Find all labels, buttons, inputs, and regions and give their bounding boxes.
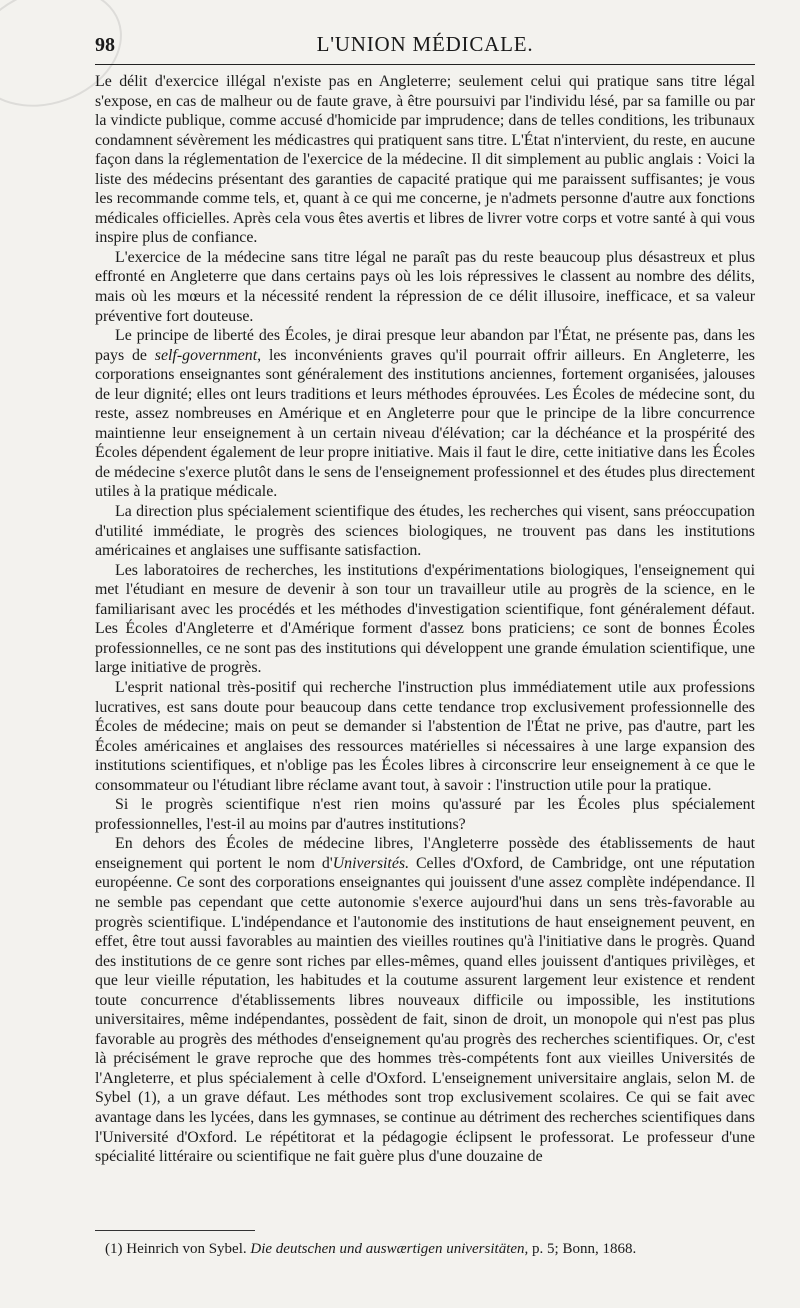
- paragraph: La direction plus spécialement scientifique des études, les recherches qui visent, sans préoccupation d'utilité immédiate, le progrès des sciences biologiques, ne trouvent pas dans les institutions américaines et anglaises une suffisante satisfaction.: [95, 503, 755, 560]
- paragraph: Si le progrès scientifique n'est rien moins qu'assuré par les Écoles plus spécialement professionnelles, l'est-il au moins par d'autres institutions?: [95, 796, 755, 833]
- paragraph-text: , les inconvénients graves qu'il pourrait offrir ailleurs. En Angleterre, les corporations enseignantes sont généralement des institutions anciennes, fortement organisées, jalouses de leur dignité; elles ont leurs traditions et leurs méthodes éprouvées. Les Écoles de médecine sont, du reste, assez nombreuses en Amérique et en Angleterre pour que le principe de la libre concurrence maintienne leur enseignement à un certain niveau d'élévation; car la déchéance et la prospérité des Écoles dépendent également de leur propre initiative. Mais il faut le dire, cette initiative dans les Écoles de médecine s'exerce plutôt dans le sens de l'enseignement professionnel et des études plus directement utiles à la pratique médicale.: [95, 346, 755, 501]
- footnote: [105, 1240, 755, 1259]
- header-rule: [95, 64, 755, 65]
- journal-title: L'UNION MÉDICALE.: [316, 32, 534, 56]
- page-number: 98: [95, 34, 115, 56]
- paragraph: [95, 834, 755, 1166]
- paragraph: L'exercice de la médecine sans titre légal ne paraît pas du reste beaucoup plus désastreux et plus effronté en Angleterre que dans certains pays où les lois répressives le classent au nombre des délits, mais où les mœurs et la nécessité rendent la répression de ce délit illusoire, inefficace, et sa valeur préventive fort douteuse.: [95, 248, 755, 325]
- footnote-rule: [95, 1230, 255, 1231]
- footnote-text: (1) Heinrich von Sybel.: [105, 1241, 251, 1257]
- running-header: [95, 28, 755, 62]
- paragraph-text: Le principe de liberté des Écoles, je dirai presque leur abandon par l'État, ne présente pas, dans les pays de: [95, 327, 755, 364]
- emphasis-text: self-government: [154, 346, 258, 364]
- emphasis-text: Universités.: [332, 854, 410, 872]
- paragraph: Les laboratoires de recherches, les institutions d'expérimentations biologiques, l'enseignement qui met l'étudiant en mesure de devenir à son tour un travailleur utile au progrès de la science, en le familiarisant avec les procédés et les méthodes d'investigation scientifique, font généralement défaut. Les Écoles d'Angleterre et d'Amérique forment d'assez bons praticiens; ce sont de bonnes Écoles professionnelles, ce ne sont pas des institutions qui développent une grande émulation scientifique, une large initiative de progrès.: [95, 561, 755, 677]
- footnote-title: Die deutschen und auswærtigen universitäten,: [250, 1241, 529, 1257]
- paragraph: L'esprit national très-positif qui recherche l'instruction plus immédiatement utile aux professions lucratives, est sans doute pour beaucoup dans cette tendance trop exclusivement professionnelle des Écoles de médecine; mais on peut se demander si l'abstention de l'État ne prive, pas d'autre, part les Écoles américaines et anglaises des ressources matérielles si nécessaires à une large expansion des institutions scientifiques, et n'oblige pas les Écoles libres à circonscrire leur enseignement à ce que le consommateur ou l'étudiant libre réclame avant tout, à savoir : l'instruction utile pour la pratique.: [95, 678, 755, 794]
- paragraph: [95, 326, 755, 502]
- paragraph-text: Celles d'Oxford, de Cambridge, ont une réputation européenne. Ce sont des corporations enseignantes qui jouissent d'une assez complète indépendance. Il ne semble pas cependant que cette autonomie s'exerce aujourd'hui dans un sens très-favorable au progrès scientifique. L'indépendance et l'autonomie des institutions de haut enseignement peuvent, en effet, être tout aussi favorables au maintien des vieilles routines qu'à l'initiative dans le progrès. Quand des institutions de ce genre sont riches par elles-mêmes, quand elles jouissent d'antiques privilèges, et que leur vieille réputation, les habitudes et la coutume assurent largement leur existence et rendent toute concurrence d'établissements libres nouveaux difficile ou impossible, les institutions universitaires, même indépendantes, possèdent de fait, sinon de droit, un monopole qui n'est pas plus favorable au progrès des méthodes d'enseignement qu'au progrès des recherches scientifiques. Or, c'est là précisément le grave reproche que des hommes très-compétents font aux vieilles Universités de l'Angleterre, et plus spécialement à celle d'Oxford. L'enseignement universitaire anglais, selon M. de Sybel (1), a un grave défaut. Les méthodes sont trop exclusivement scolaires. Ce qui se fait avec avantage dans les lycées, dans les gymnases, se continue au détriment des recherches scientifiques dans l'Université d'Oxford. Le répétitorat et la pédagogie éclipsent le professorat. Le professeur d'une spécialité littéraire ou scientifique ne fait guère plus d'une douzaine de: [95, 854, 755, 1166]
- footnote-text: p. 5; Bonn, 1868.: [528, 1241, 637, 1257]
- paragraph: Le délit d'exercice illégal n'existe pas en Angleterre; seulement celui qui pratique sans titre légal s'expose, en cas de malheur ou de faute grave, à être poursuivi par l'individu lésé, par sa famille ou par la vindicte publique, comme accusé d'homicide par imprudence; dans de telles conditions, les tribunaux condamnent sévèrement les médicastres qui pratiquent sans titre. L'État n'intervient, du reste, en aucune façon dans la réglementation de l'exercice de la médecine. Il dit simplement au public anglais : Voici la liste des médecins présentant des garanties de capacité pratique qui me paraissent suffisantes; je vous les recommande comme tels, et, quant à ce qui me concerne, je n'admets personne d'autre aux fonctions médicales officielles. Après cela vous êtes avertis et libres de livrer votre corps et votre santé à qui vous inspire plus de confiance.: [95, 73, 755, 247]
- article-body: [95, 72, 755, 1167]
- paragraph-text: En dehors des Écoles de médecine libres, l'Angleterre possède des établissements de haut enseignement qui portent le nom d': [95, 835, 755, 872]
